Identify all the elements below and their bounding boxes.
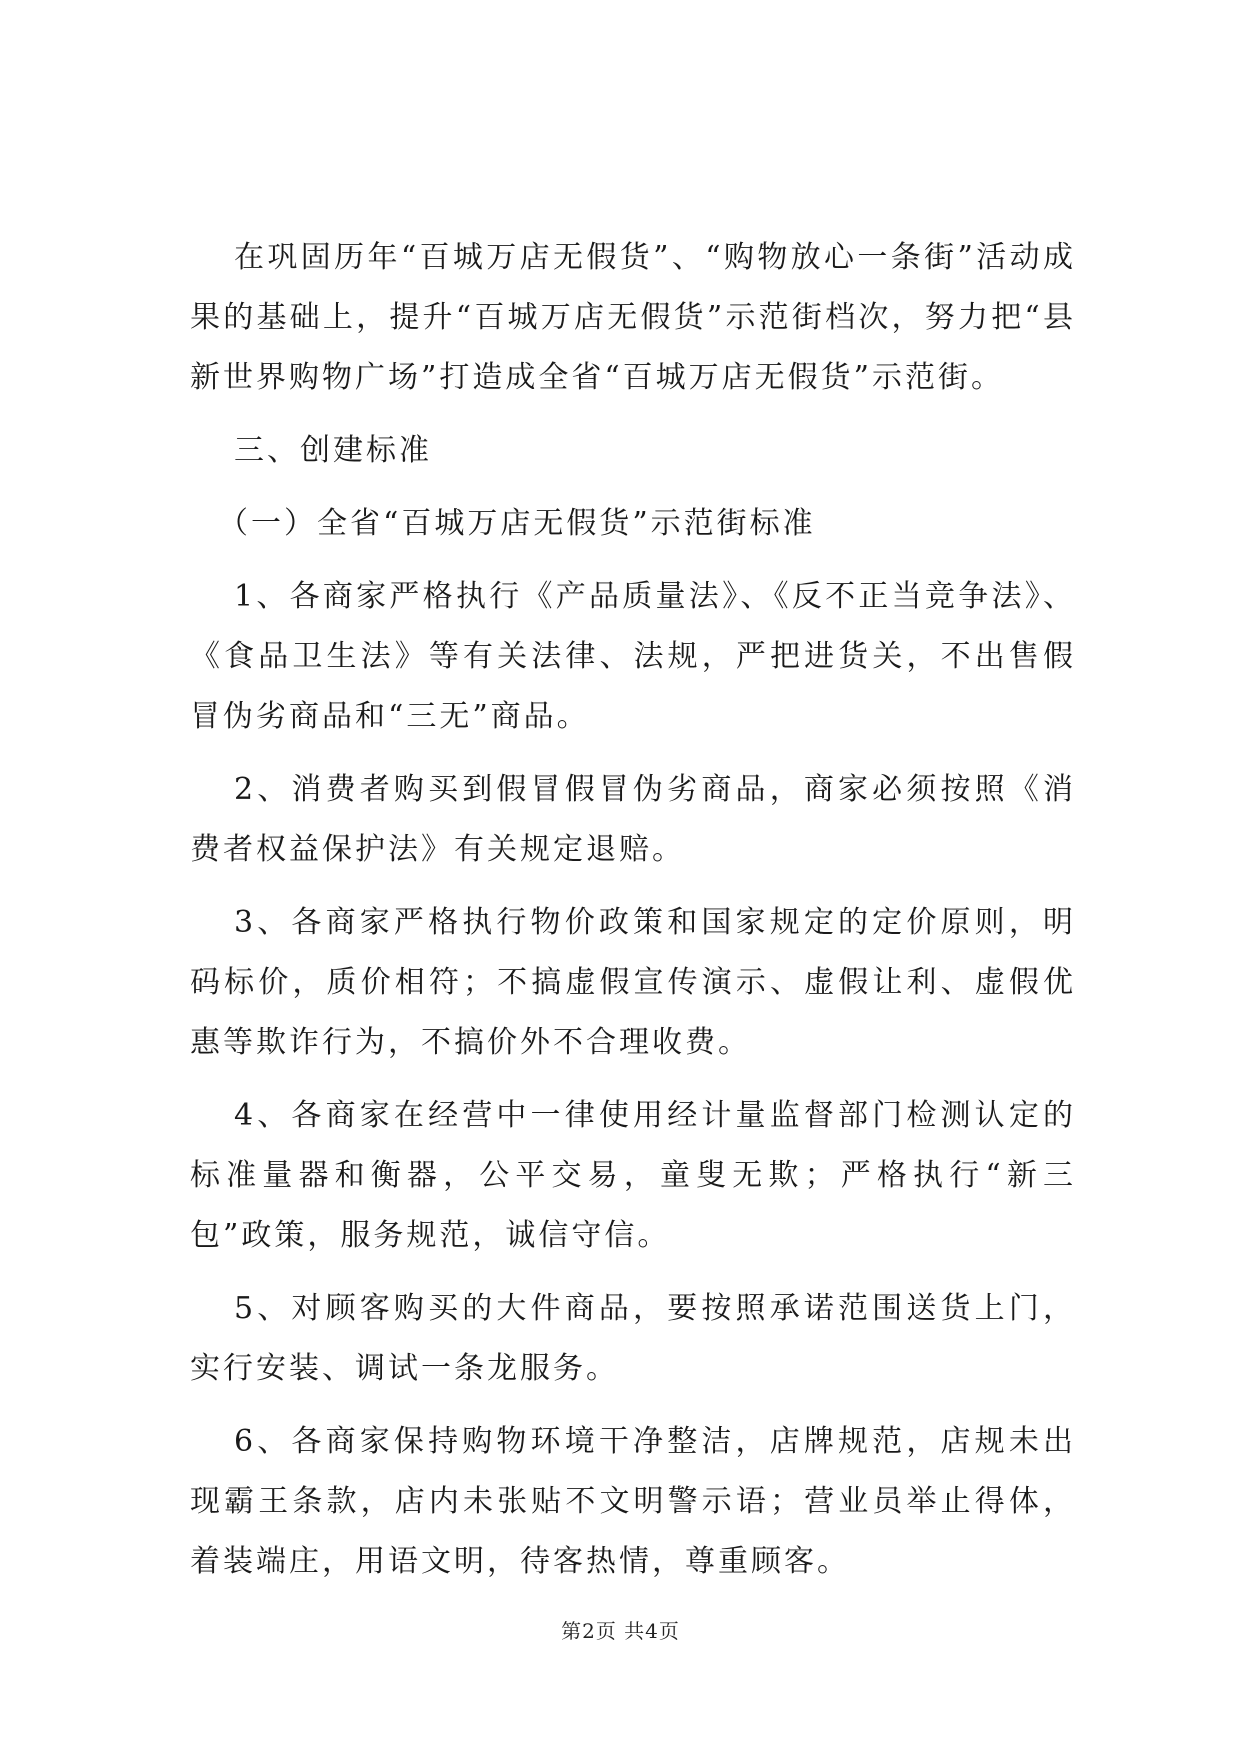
list-item-5: 5、对顾客购买的大件商品，要按照承诺范围送货上门，实行安装、调试一条龙服务。 [190,1291,1076,1386]
list-item-4: 4、各商家在经营中一律使用经计量监督部门检测认定的标准量器和衡器，公平交易，童叟无欺；严格执行“新三包”政策，服务规范，诚信守信。 [190,1098,1076,1253]
document-body [190,228,1076,1592]
list-item-2: 2、消费者购买到假冒假冒伪劣商品，商家必须按照《消费者权益保护法》有关规定退赔。 [190,772,1076,867]
paragraph-intro: 在巩固历年“百城万店无假货”、“购物放心一条街”活动成果的基础上，提升“百城万店无假货”示范街档次，努力把“县新世界购物广场”打造成全省“百城万店无假货”示范街。 [190,240,1076,395]
list-item-6: 6、各商家保持购物环境干净整洁，店牌规范，店规未出现霸王条款，店内未张贴不文明警示语；营业员举止得体，着装端庄，用语文明，待客热情，尊重顾客。 [190,1424,1076,1579]
page-number-footer: 第2页 共4页 [561,1619,680,1643]
subsection-heading-provincial-standard: （一）全省“百城万店无假货”示范街标准 [218,506,816,541]
list-item-1: 1、各商家严格执行《产品质量法》、《反不正当竞争法》、《食品卫生法》等有关法律、法规，严把进货关，不出售假冒伪劣商品和“三无”商品。 [190,579,1076,734]
list-item-3: 3、各商家严格执行物价政策和国家规定的定价原则，明码标价，质价相符；不搞虚假宣传演示、虚假让利、虚假优惠等欺诈行为，不搞价外不合理收费。 [190,905,1076,1060]
section-heading-standards: 三、创建标准 [234,433,432,468]
